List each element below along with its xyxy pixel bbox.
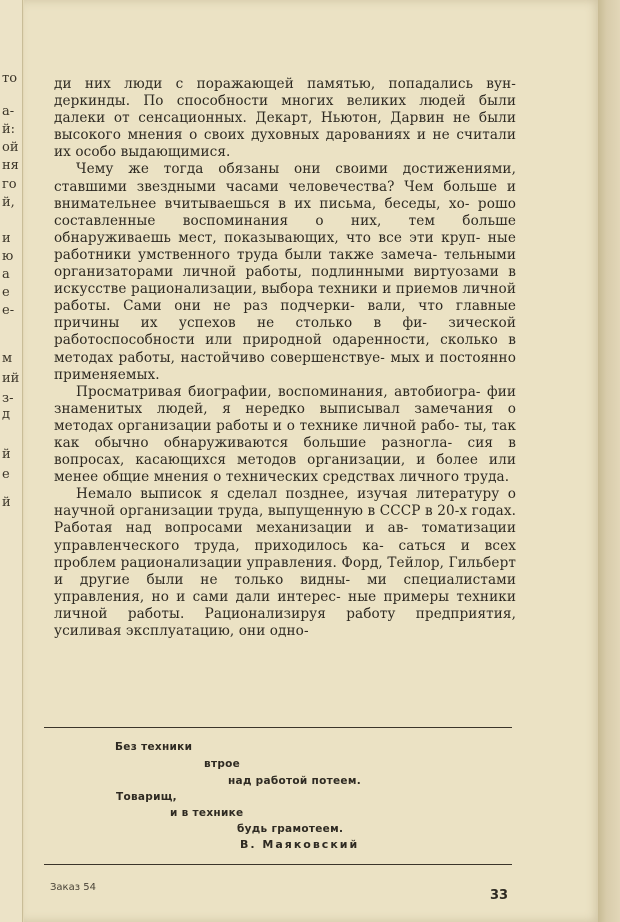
body-text	[54, 76, 516, 640]
epigraph-line: и в технике	[170, 807, 244, 819]
epigraph-line: Товарищ,	[116, 791, 177, 803]
margin-fragment: а	[2, 267, 10, 282]
text-line: Немало выписок я сделал позднее, изучая литературу	[76, 486, 500, 503]
margin-fragment: м	[2, 351, 13, 366]
text-line: о методах организации работы и о технике личной рабо-	[54, 400, 516, 434]
text-line: были высокого мнения о своих духовных дарованиях	[54, 110, 517, 144]
margin-fragment: е	[2, 467, 10, 482]
text-line: и не считали их особо выдающимися.	[54, 127, 517, 161]
margin-fragment: ня	[2, 158, 19, 173]
text-line: Чему же тогда обязаны они своими достижениями,	[76, 161, 516, 178]
text-line: обнаруживаешь мест, показывающих, что все эти круп-	[54, 229, 481, 246]
text-line: Просматривая биографии, воспоминания, автобиогра-	[76, 383, 481, 400]
text-line: ные работники умственного труда были также замеча-	[54, 229, 516, 263]
text-line: ты, так как обычно обнаруживаются большие разногла-	[54, 417, 516, 451]
margin-fragment: ий	[2, 371, 20, 386]
text-line: ные примеры техники личной работы. Рационализируя	[54, 588, 516, 622]
text-line: томатизации управленческого труда, приходилось ка-	[54, 520, 517, 554]
margin-fragment: д	[2, 407, 11, 422]
margin-fragment: е	[2, 285, 10, 300]
text-line: ми специалистами управления, но и сами дали интерес-	[54, 571, 516, 605]
text-line: тельными организаторами личной работы, подлинными	[54, 246, 517, 281]
page-number: 33	[490, 888, 509, 903]
margin-fragment: й:	[2, 122, 16, 137]
text-line: далеки от сенсационных. Декарт, Ньютон, Дарвин не	[54, 110, 471, 127]
text-line: Форд, Тейлор, Гильберт и другие были не только видны-	[54, 554, 516, 588]
epigraph-line: над работой потеем.	[228, 775, 362, 787]
text-line: и приемов личной работы. Сами они не раз подчерки-	[54, 281, 517, 315]
paragraph-3	[54, 384, 516, 487]
text-line: более или менее общие мнения о технических средствах	[54, 452, 516, 486]
margin-fragment: го	[2, 177, 17, 192]
margin-fragment: то	[2, 71, 18, 86]
text-line: фии знаменитых людей, я нередко выписывал замечания	[54, 383, 517, 417]
margin-fragment: й	[2, 495, 11, 510]
epigraph-bottom-rule	[44, 864, 512, 865]
margin-fragment: и	[2, 231, 11, 246]
text-line: вали, что главные причины их успехов не столько в фи-	[54, 298, 517, 332]
text-line: саться и всех проблем рационализации управления.	[54, 537, 516, 571]
text-line: работу предприятия, усиливая эксплуатацию, они одно-	[54, 605, 517, 639]
text-line: зической работоспособности или природной одаренности,	[54, 315, 516, 349]
text-line: рошо составленные воспоминания о них, тем больше	[54, 195, 516, 229]
adjacent-page-strip	[0, 0, 23, 922]
text-line: сколько в методах работы, настойчиво совершенствуе-	[54, 332, 516, 366]
margin-fragment: ой	[2, 140, 19, 155]
text-line: сия в вопросах, касающихся методов организации, и	[54, 434, 516, 469]
paragraph-2	[54, 161, 516, 383]
margin-fragment: й,	[2, 195, 15, 210]
epigraph-line: втрое	[204, 758, 241, 770]
paragraph-4	[54, 486, 516, 640]
margin-fragment: е-	[2, 303, 15, 318]
text-line: виртуозами в искусстве рационализации, выбора техники	[54, 264, 516, 298]
text-line: личного труда.	[399, 469, 510, 486]
margin-fragment: а-	[2, 104, 15, 119]
print-order-mark: Заказ 54	[50, 882, 96, 893]
margin-fragment: ю	[2, 249, 14, 264]
page-binding-edge	[598, 0, 620, 922]
epigraph-line: Без техники	[115, 741, 193, 753]
margin-fragment: й	[2, 447, 11, 462]
text-line: ставшими звездными часами человечества? Чем больше	[54, 178, 498, 195]
text-line: мых и постоянно применяемых.	[54, 349, 516, 383]
text-line: и внимательнее вчитываешься в их письма, беседы, хо-	[54, 178, 517, 212]
text-line: в 20-х годах. Работая над вопросами механизации и ав-	[54, 503, 517, 537]
text-line: деркинды. По способности многих великих людей были	[54, 93, 516, 110]
epigraph-author: В. Маяковский	[240, 838, 360, 851]
epigraph-top-rule	[44, 727, 512, 728]
epigraph-line: будь грамотеем.	[237, 823, 344, 835]
margin-fragment: з-	[2, 391, 14, 406]
paragraph-1	[54, 76, 516, 161]
text-line: ди них люди с поражающей памятью, попадались вун-	[54, 76, 516, 92]
text-line: о научной организации труда, выпущенную в СССР	[54, 486, 517, 520]
